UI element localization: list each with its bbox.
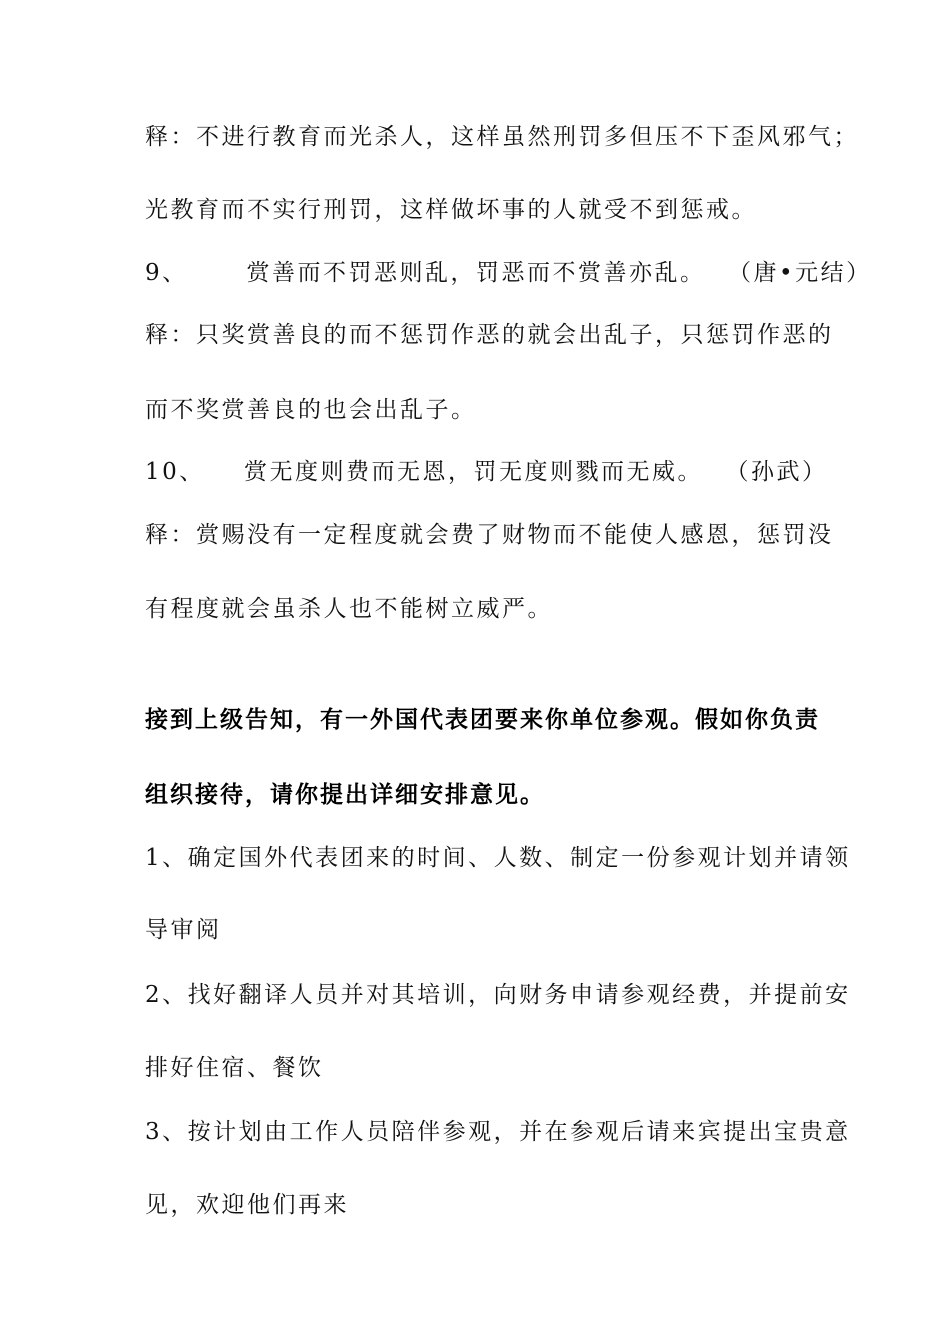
answer-2-line-1: 2、找好翻译人员并对其培训，向财务申请参观经费，并提前安 <box>145 982 851 1008</box>
answer-3-line-1: 3、按计划由工作人员陪伴参观，并在参观后请来宾提出宝贵意 <box>145 1119 851 1145</box>
answer-1-line-2: 导审阅 <box>145 917 222 943</box>
answer-1-line-1: 1、确定国外代表团来的时间、人数、制定一份参观计划并请领 <box>145 845 851 871</box>
answer-2-line-2: 排好住宿、餐饮 <box>145 1055 324 1081</box>
answer-3-line-2: 见，欢迎他们再来 <box>145 1192 349 1218</box>
quote-9 <box>145 258 872 288</box>
quote-9-explanation-line-1: 释：只奖赏善良的而不惩罚作恶的就会出乱子，只惩罚作恶的 <box>145 322 834 348</box>
quote-9-explanation-line-2: 而不奖赏善良的也会出乱子。 <box>145 397 477 423</box>
quote-10-source: （孙武） <box>737 459 828 485</box>
quote-8-explanation-line-1: 释：不进行教育而光杀人，这样虽然刑罚多但压不下歪风邪气； <box>145 124 859 150</box>
question-line-1: 接到上级告知，有一外国代表团要来你单位参观。假如你负责 <box>145 707 820 733</box>
quote-8-explanation-line-2: 光教育而不实行刑罚，这样做坏事的人就受不到惩戒。 <box>145 197 757 223</box>
quote-10-explanation-line-1: 释：赏赐没有一定程度就会费了财物而不能使人感恩，惩罚没 <box>145 522 834 548</box>
quote-9-source: （唐•元结） <box>739 260 872 286</box>
question-line-2: 组织接待，请你提出详细安排意见。 <box>145 782 545 808</box>
quote-10-text: 10、 赏无度则费而无恩，罚无度则戮而无威。 <box>145 459 704 485</box>
quote-10-explanation-line-2: 有程度就会虽杀人也不能树立威严。 <box>145 596 553 622</box>
quote-9-text: 9、 赏善而不罚恶则乱，罚恶而不赏善亦乱。 <box>145 260 706 286</box>
quote-10 <box>145 457 828 487</box>
